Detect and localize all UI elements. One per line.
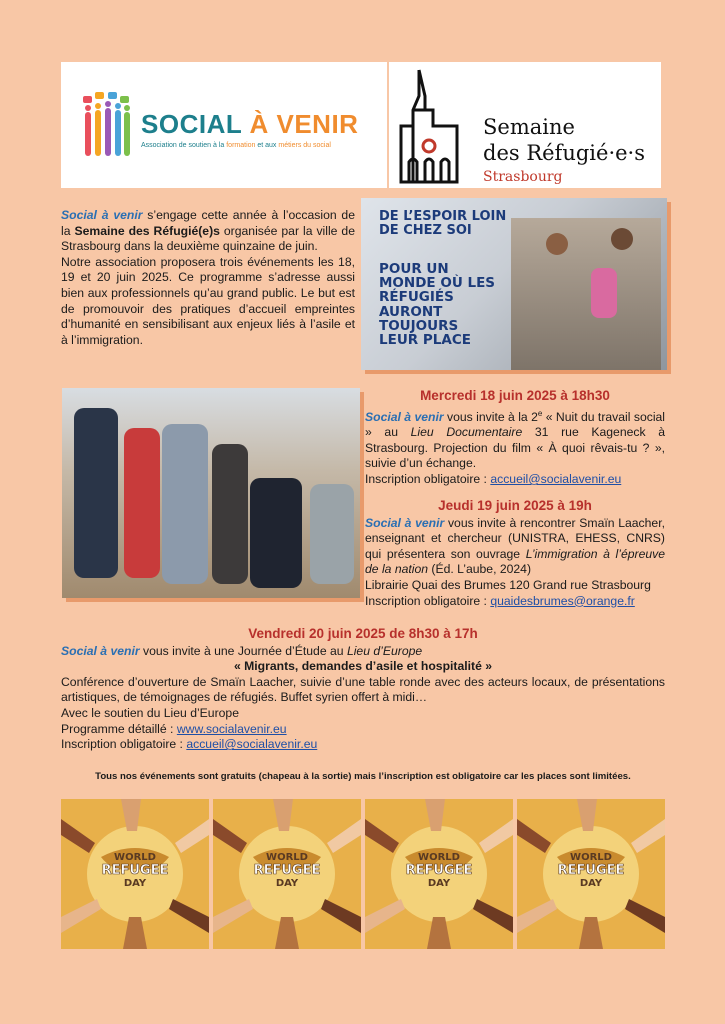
cathedral-icon xyxy=(397,66,461,184)
event-1-text-3: 31 rue Kageneck à Strasbourg. Projection du film « À quoi rêvais-tu ? », suivie d’un échange. xyxy=(365,425,666,471)
photo-people-area xyxy=(511,218,661,370)
logo-wordmark-avenir: À VENIR xyxy=(249,109,359,139)
event-2-registration xyxy=(365,594,665,610)
banner-line-refugee: REFUGEE xyxy=(557,863,625,878)
banner-line-refugee: REFUGEE xyxy=(101,863,169,878)
banner-line-world: WORLD xyxy=(418,852,460,863)
banner-line-world: WORLD xyxy=(570,852,612,863)
tagline-d: métiers du social xyxy=(278,142,331,149)
logo-social-a-venir xyxy=(61,62,387,188)
footer-note: Tous nos événements sont gratuits (chapeau à la sortie) mais l’inscription est obligatoire car les places sont limitées. xyxy=(95,771,631,782)
event-1-text-1: vous invite à la 2 xyxy=(443,409,538,424)
logo-wordmark-social: SOCIAL xyxy=(141,109,250,139)
caption2-line4: AURONT xyxy=(379,303,443,320)
tagline-c: et aux xyxy=(255,142,279,149)
logo-tagline xyxy=(141,142,331,149)
event-3 xyxy=(61,626,665,753)
photo-child-1 xyxy=(74,408,118,578)
event-1-registration xyxy=(365,472,665,488)
semaine-title-line2: des Réfugié·e·s xyxy=(483,141,646,165)
tagline-a: Association de soutien à la xyxy=(141,142,227,149)
photo-child-2 xyxy=(124,428,160,578)
logo-wordmark xyxy=(141,109,358,140)
caption2-line6: LEUR PLACE xyxy=(379,331,471,348)
event-1-description xyxy=(365,406,665,472)
world-refugee-day-banner xyxy=(213,799,361,949)
tagline-b: formation xyxy=(226,142,256,149)
caption2-line1: POUR UN xyxy=(379,261,449,277)
event-2-text-1: vous invite à rencontrer Smaïn Laacher, enseignant et chercheur (UNISTRA, EHESS, CNRS) qui présentera son ouvrage xyxy=(365,515,665,561)
banner-line-day: DAY xyxy=(123,878,147,889)
event-3-heading: Vendredi 20 juin 2025 de 8h30 à 17h xyxy=(248,626,478,641)
event-1-reg-label: Inscription obligatoire : xyxy=(365,472,491,487)
event-2-text-2: (Éd. L’aube, 2024) xyxy=(428,562,532,577)
intro-text-2: organisée par la ville de Strasbourg dans la deuxième quinzaine de juin. xyxy=(61,223,355,254)
intro-block xyxy=(61,208,355,348)
event-1-brand: Social à venir xyxy=(365,409,444,424)
event-3-intro xyxy=(61,644,665,660)
photo-head-1 xyxy=(546,233,568,255)
logo-semaine-refugies xyxy=(389,62,661,188)
world-refugee-day-banner xyxy=(365,799,513,949)
banner-line-day: DAY xyxy=(427,878,451,889)
event-1-venue: Lieu Documentaire xyxy=(410,425,523,440)
event-1 xyxy=(365,388,665,488)
event-3-email-link[interactable]: accueil@socialavenir.eu xyxy=(186,737,318,752)
banner-line-refugee: REFUGEE xyxy=(253,863,321,878)
semaine-city: Strasbourg xyxy=(483,169,563,185)
photo-child-4 xyxy=(212,444,248,584)
banner-text xyxy=(365,851,513,890)
banner-text xyxy=(213,851,361,890)
event-2-heading: Jeudi 19 juin 2025 à 19h xyxy=(438,498,592,513)
event-2 xyxy=(365,498,665,609)
intro-event: Semaine des Réfugié(e)s xyxy=(74,223,220,238)
family-photo-caption-1: DE L’ESPOIR LOIN DE CHEZ SOI xyxy=(379,209,507,238)
event-1-sup: e xyxy=(537,408,543,418)
banner-line-world: WORLD xyxy=(114,852,156,863)
banner-text xyxy=(517,851,665,890)
event-3-text-1: vous invite à une Journée d’Étude au xyxy=(139,643,347,658)
photo-child-pink xyxy=(591,268,617,318)
event-2-book: L’immigration à l’épreuve de la nation xyxy=(365,546,665,577)
event-3-prog-label: Programme détaillé : xyxy=(61,721,177,736)
event-1-text-2: « Nuit du travail social » au xyxy=(365,409,666,440)
caption2-line2: MONDE OÙ LES xyxy=(379,275,496,292)
family-photo xyxy=(361,198,667,370)
event-2-place: Librairie Quai des Brumes 120 Grand rue Strasbourg xyxy=(365,577,651,592)
photo-head-2 xyxy=(611,228,633,250)
event-2-reg-label: Inscription obligatoire : xyxy=(365,593,491,608)
photo-child-5 xyxy=(250,478,302,588)
banner-line-day: DAY xyxy=(275,878,299,889)
event-3-description: Conférence d’ouverture de Smaïn Laacher, suivie d’une table ronde avec des acteurs locaux, de présentations artistiques, de témoignages de réfugiés. Buffet syrien offert à midi… xyxy=(61,674,665,705)
banner-line-world: WORLD xyxy=(266,852,308,863)
event-3-title: « Migrants, demandes d’asile et hospitalité » xyxy=(233,659,493,674)
banner-text xyxy=(61,851,209,890)
event-1-heading: Mercredi 18 juin 2025 à 18h30 xyxy=(420,388,610,403)
event-3-registration xyxy=(61,737,665,753)
event-1-email-link[interactable]: accueil@socialavenir.eu xyxy=(490,472,622,487)
intro-paragraph-1 xyxy=(61,208,355,255)
family-photo-caption-2 xyxy=(379,262,495,347)
caption2-line5: TOUJOURS xyxy=(379,317,459,334)
world-refugee-day-banner xyxy=(517,799,665,949)
event-3-brand: Social à venir xyxy=(61,643,140,658)
intro-brand: Social à venir xyxy=(61,208,143,222)
photo-child-3 xyxy=(162,424,208,584)
intro-paragraph-2: Notre association proposera trois événements les 18, 19 et 20 juin 2025. Ce programme s’adresse aussi bien aux professionnels qu’au grand public. Le but est de promouvoir des pratiques d’accueil empreintes d’humanité en sensibilisant aux enjeux liés à l’asile et à l’immigration. xyxy=(61,254,355,347)
banner-line-refugee: REFUGEE xyxy=(405,863,473,878)
people-icon xyxy=(81,90,133,162)
world-refugee-day-banner xyxy=(61,799,209,949)
event-3-reg-label: Inscription obligatoire : xyxy=(61,737,187,752)
banner-line-day: DAY xyxy=(579,878,603,889)
event-2-brand: Social à venir xyxy=(365,515,445,530)
photo-child-6 xyxy=(310,484,354,584)
caption2-line3: RÉFUGIÉS xyxy=(379,289,454,306)
event-3-support: Avec le soutien du Lieu d’Europe xyxy=(61,705,239,720)
event-2-description xyxy=(365,516,665,578)
semaine-title xyxy=(483,114,645,166)
intro-text-1: s’engage cette année à l’occasion de la xyxy=(61,208,355,238)
banner-strip xyxy=(61,799,665,949)
event-3-website-link[interactable]: www.socialavenir.eu xyxy=(176,721,287,736)
event-3-venue: Lieu d’Europe xyxy=(346,643,423,658)
event-3-programme xyxy=(61,722,665,738)
event-2-email-link[interactable]: quaidesbrumes@orange.fr xyxy=(490,593,635,608)
children-photo xyxy=(62,388,360,598)
semaine-title-line1: Semaine xyxy=(483,115,575,139)
